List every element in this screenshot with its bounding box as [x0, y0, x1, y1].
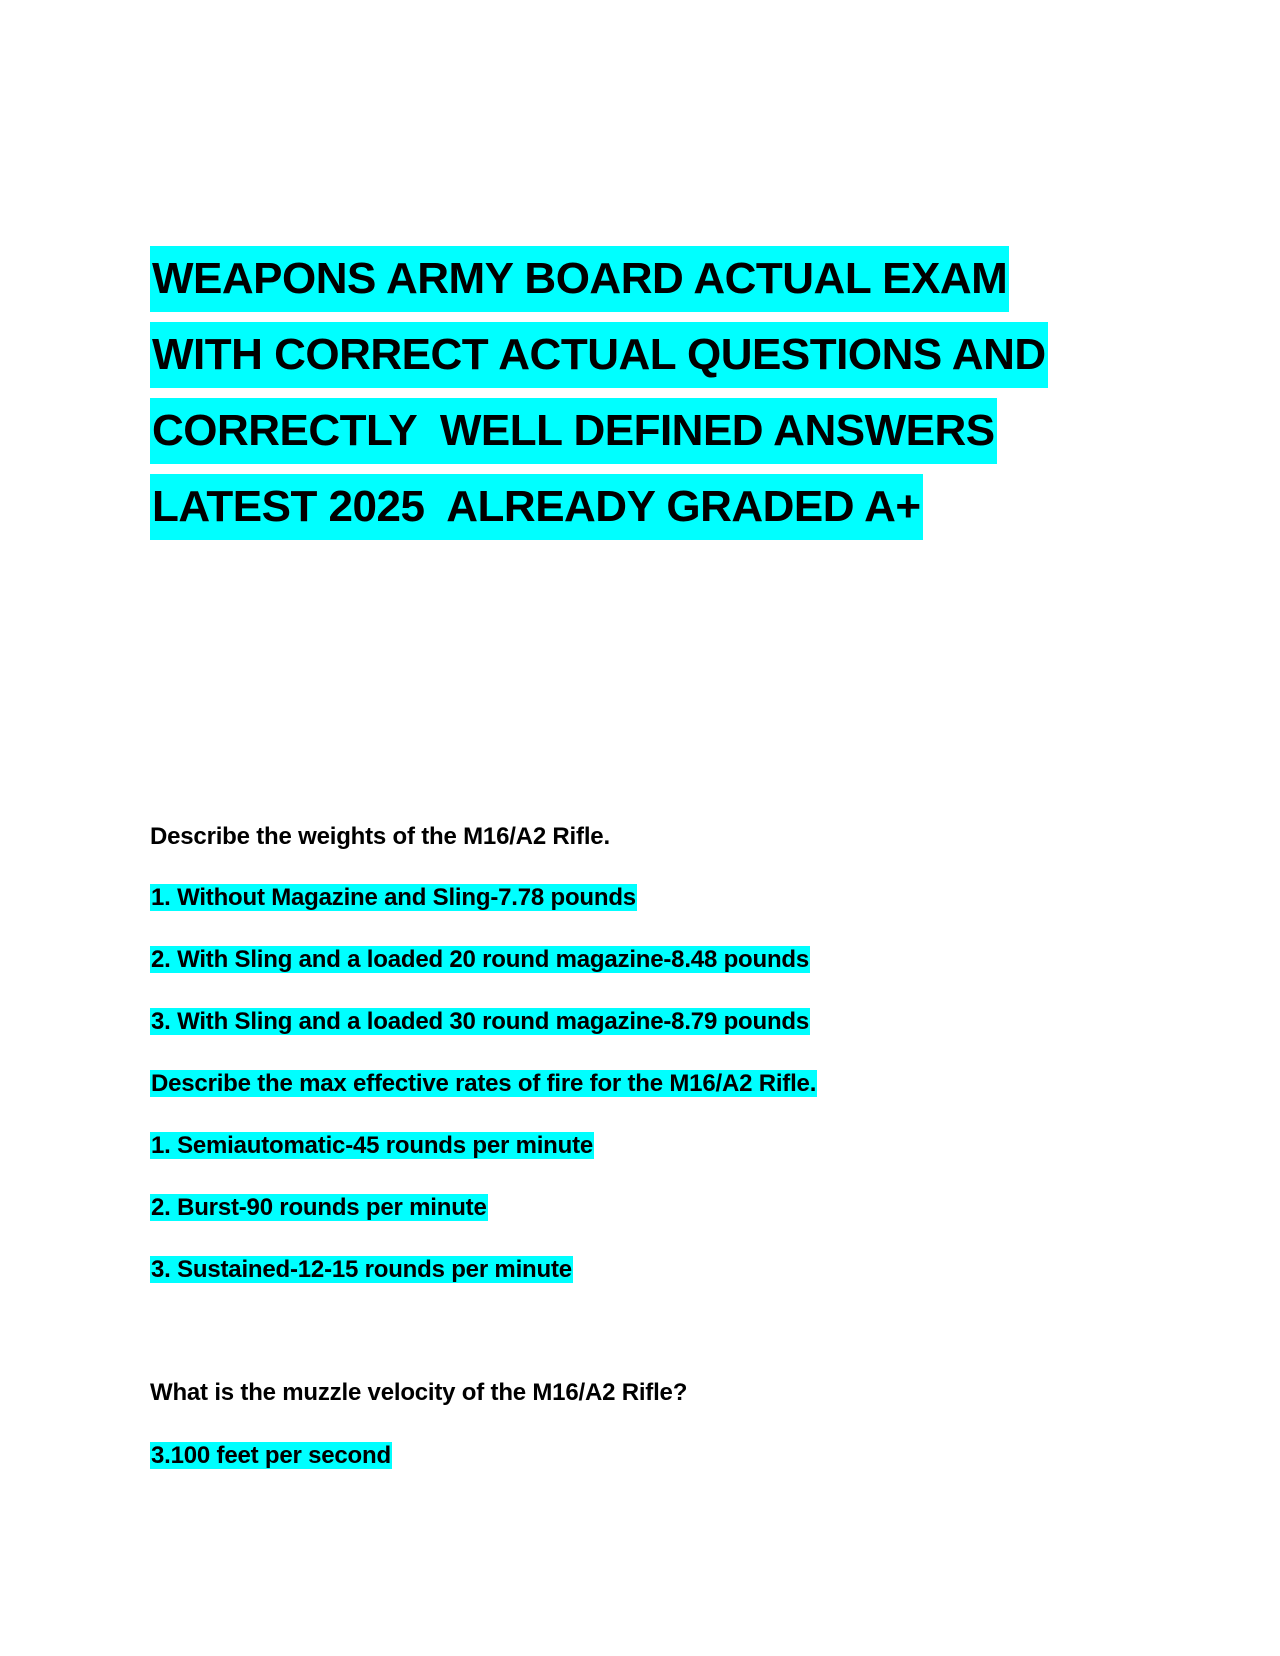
title-line [150, 398, 1150, 474]
answer-line [150, 1005, 810, 1039]
answer-text: 2. With Sling and a loaded 20 round magazine-8.48 pounds [151, 946, 810, 973]
title-line-text: WITH CORRECT ACTUAL QUESTIONS AND [150, 322, 1048, 388]
answer-line [150, 1191, 488, 1225]
answer-line [150, 1439, 392, 1473]
answer-text: 1. Without Magazine and Sling-7.78 pounds [151, 884, 636, 911]
answer-text: 3. With Sling and a loaded 30 round magazine-8.79 pounds [151, 1008, 810, 1035]
answer-line [150, 881, 637, 915]
title-line [150, 322, 1150, 398]
question-text [150, 820, 610, 854]
question-label: Describe the max effective rates of fire for the M16/A2 Rifle. [151, 1070, 817, 1097]
answer-text: 2. Burst-90 rounds per minute [151, 1194, 487, 1221]
answer-line [150, 943, 810, 977]
question-label: What is the muzzle velocity of the M16/A2 Rifle? [150, 1379, 688, 1406]
title-line-text: WEAPONS ARMY BOARD ACTUAL EXAM [150, 246, 1009, 312]
question-text [150, 1376, 687, 1410]
answer-line [150, 1129, 594, 1163]
question-text [150, 1067, 817, 1101]
title-line [150, 246, 1150, 322]
answer-text: 3.100 feet per second [151, 1442, 391, 1469]
question-label: Describe the weights of the M16/A2 Rifle. [150, 823, 610, 850]
title-line [150, 474, 1150, 550]
title-line-text: CORRECTLY WELL DEFINED ANSWERS [150, 398, 997, 464]
answer-text: 3. Sustained-12-15 rounds per minute [151, 1256, 572, 1283]
title-line-text: LATEST 2025 ALREADY GRADED A+ [150, 474, 923, 540]
answer-line [150, 1253, 573, 1287]
answer-text: 1. Semiautomatic-45 rounds per minute [151, 1132, 594, 1159]
document-title [150, 246, 1150, 550]
